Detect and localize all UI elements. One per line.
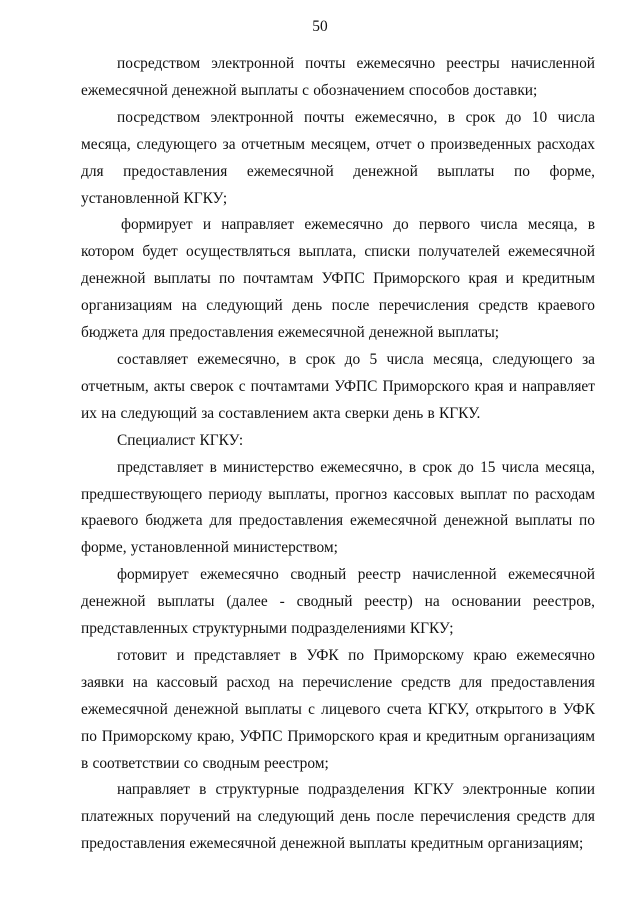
section-heading-specialist: Специалист КГКУ:: [117, 431, 244, 449]
paragraph-3: формирует и направляет ежемесячно до первого числа месяца, в котором будет осуществляться выплата, списки получателей ежемесячной денежной выплаты по почтамтам УФПС Приморского края и кредитным организациям на следующий день после перечисления средств краевого бюджета для предоставления ежемесячной денежной выплаты;: [81, 216, 595, 342]
document-body: [81, 51, 595, 858]
paragraph-7: формирует ежемесячно сводный реестр начисленной ежемесячной денежной выплаты (далее - сводный реестр) на основании реестров, представленных структурными подразделениями КГКУ;: [81, 566, 595, 638]
paragraph-1: посредством электронной почты ежемесячно реестры начисленной ежемесячной денежной выплаты с обозначением способов доставки;: [81, 55, 595, 99]
paragraph-8: готовит и представляет в УФК по Приморскому краю ежемесячно заявки на кассовый расход на перечисление средств для предоставления ежемесячной денежной выплаты с лицевого счета КГКУ, открытого в УФК по Приморскому краю, УФПС Приморского края и кредитным организациям в соответствии со сводным реестром;: [81, 646, 595, 772]
paragraph-6: представляет в министерство ежемесячно, в срок до 15 числа месяца, предшествующего периоду выплаты, прогноз кассовых выплат по расходам краевого бюджета для предоставления ежемесячной денежной выплаты по форме, установленной министерством;: [81, 458, 595, 557]
paragraph-9: направляет в структурные подразделения КГКУ электронные копии платежных поручений на следующий день после перечисления средств для предоставления ежемесячной денежной выплаты кредитным организациям;: [81, 781, 595, 853]
paragraph-4: составляет ежемесячно, в срок до 5 числа месяца, следующего за отчетным, акты сверок с почтамтами УФПС Приморского края и направляет их на следующий за составлением акта сверки день в КГКУ.: [81, 350, 595, 422]
page-number: 50: [312, 18, 328, 35]
paragraph-2: посредством электронной почты ежемесячно, в срок до 10 числа месяца, следующего за отчетным месяцем, отчет о произведенных расходах для предоставления ежемесячной денежной выплаты по форме, установленной КГКУ;: [81, 108, 595, 207]
